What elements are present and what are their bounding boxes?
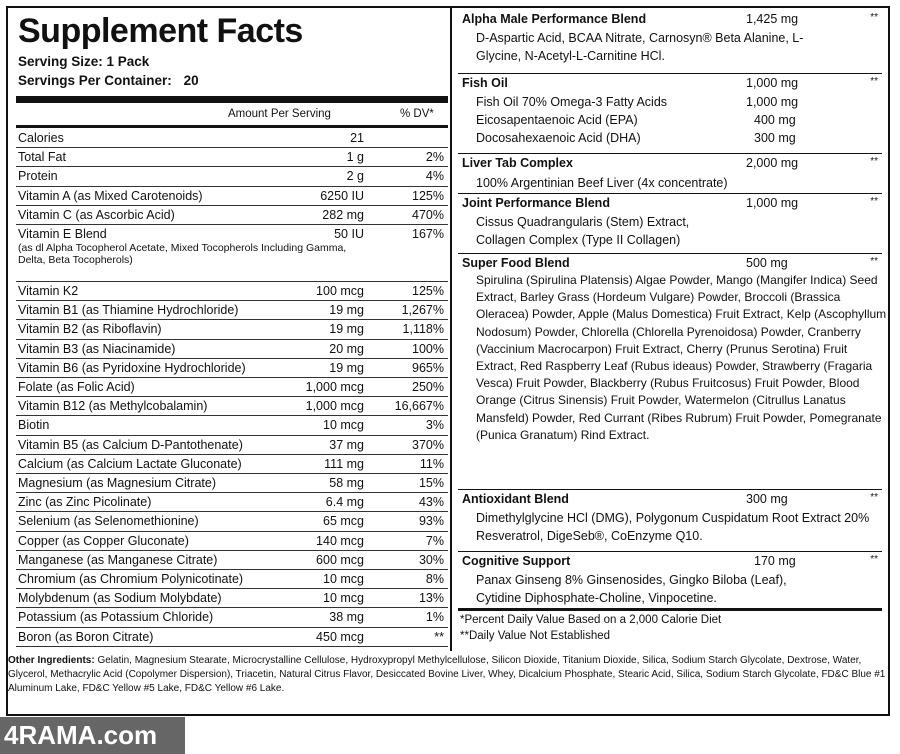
blend-amount: 1,000 mg [746,196,799,210]
nutrient-dv: 43% [418,495,444,510]
nutrient-amount: 19 mg [329,360,364,375]
nutrient-dv: 8% [425,572,444,586]
footnote-no-dv: **Daily Value Not Established [460,630,611,642]
nutrient-amount: 19 mg [329,322,364,337]
blend-antioxidant [458,490,882,552]
nutrient-name: Vitamin A (as Mixed Carotenoids) [18,188,203,203]
blend-name: Liver Tab Complex [462,156,573,170]
blend-liver [458,154,882,194]
nutrient-amount: 58 mg [329,476,364,490]
blend-amount: 2,000 mg [746,156,799,170]
nutrient-dv: 2% [425,150,444,165]
nutrient-dv: 125% [412,188,444,203]
blend-dv: ** [870,156,878,167]
nutrient-dv: 11% [419,456,444,471]
nutrient-amount: 19 mg [329,303,364,318]
fish-item-amount: 1,000 mg [746,95,799,109]
panel-title: Supplement Facts [18,12,303,50]
nutrient-name: Boron (as Boron Citrate) [18,629,154,644]
blend-amount: 500 mg [746,256,788,270]
blend-amount: 170 mg [754,554,796,568]
nutrient-amount: 20 mg [329,341,364,356]
nutrient-row [16,589,448,608]
nutrient-row [16,378,448,397]
nutrient-dv: 4% [425,169,444,184]
fish-item-amount: 300 mg [754,131,796,145]
nutrient-name: Vitamin B3 (as Niacinamide) [18,341,176,356]
nutrient-name: Zinc (as Zinc Picolinate) [18,495,152,510]
nutrient-row [16,628,448,647]
nutrient-name: Magnesium (as Magnesium Citrate) [18,476,216,490]
nutrient-dv: 1,267% [401,303,444,318]
nutrient-dv: 1% [425,610,444,625]
amount-header: Amount Per Serving [228,108,331,120]
nutrient-row [16,532,448,551]
nutrient-row [16,551,448,570]
nutrient-row [16,225,448,282]
blend-name: Antioxidant Blend [462,492,569,506]
nutrient-name: Vitamin B2 (as Riboflavin) [18,322,162,337]
fish-item-amount: 400 mg [754,113,796,127]
left-column [8,8,450,651]
other-ingredients [8,654,888,696]
nutrient-amount: 1,000 mcg [305,380,364,394]
nutrient-amount: 6250 IU [320,188,364,203]
nutrient-name: Vitamin K2 [18,284,79,298]
blend-name: Joint Performance Blend [462,196,610,210]
nutrient-dv: 470% [412,207,444,222]
nutrient-name: Potassium (as Potassium Chloride) [18,610,214,625]
blend-dv: ** [870,12,878,23]
blend-amount: 300 mg [746,492,788,506]
other-ingredients-label: Other Ingredients: [8,655,95,666]
nutrient-name: Protein [18,169,58,184]
nutrient-dv: 1,118% [402,322,444,337]
blend-dv: ** [870,492,878,503]
nutrient-row [16,512,448,531]
nutrient-amount: 21 [350,131,364,145]
nutrient-row [16,301,448,320]
header-divider [16,125,448,128]
nutrient-name: Manganese (as Manganese Citrate) [18,552,218,567]
nutrient-subtext: (as dl Alpha Tocopherol Acetate, Mixed Tocopherols Including Gamma, Delta, Beta Tocopherols) [18,242,347,266]
blend-ingredients: Cissus Quadrangularis (Stem) Extract, Collagen Complex (Type II Collagen) [476,215,690,247]
fish-item-name: Fish Oil 70% Omega-3 Fatty Acids [476,95,668,109]
nutrient-row [16,206,448,225]
blend-ingredients: 100% Argentinian Beef Liver (4x concentrate) [476,176,728,190]
nutrient-dv: 13% [418,591,444,606]
nutrient-row [16,282,448,301]
nutrient-name: Calories [18,131,64,145]
nutrient-name: Biotin [18,418,50,433]
nutrient-row [16,148,448,167]
nutrient-amount: 38 mg [329,610,364,625]
nutrient-amount: 450 mcg [316,629,364,644]
nutrient-row [16,167,448,186]
nutrient-dv: 93% [418,514,444,529]
nutrient-name: Vitamin B5 (as Calcium D-Pantothenate) [18,437,243,452]
blend-ingredients: Panax Ginseng 8% Ginsenosides, Gingko Biloba (Leaf), Cytidine Diphosphate-Choline, Vinpocetine. [476,573,787,605]
nutrient-dv: 100% [412,341,444,356]
nutrient-row [16,397,448,416]
nutrient-name: Vitamin B6 (as Pyridoxine Hydrochloride) [18,360,246,375]
nutrient-row [16,340,448,359]
watermark: 4RAMA.com [0,717,185,754]
nutrient-dv: ** [434,629,444,644]
blend-name: Alpha Male Performance Blend [462,12,647,26]
nutrient-amount: 10 mcg [323,591,364,606]
footnote-dv: *Percent Daily Value Based on a 2,000 Calorie Diet [460,614,722,626]
blend-fish-oil [458,74,882,154]
nutrient-amount: 1,000 mcg [305,399,364,414]
nutrient-amount: 50 IU [334,227,364,241]
nutrient-amount: 37 mg [329,437,364,452]
nutrient-amount: 140 mcg [316,533,364,548]
blend-alpha [458,10,882,74]
nutrient-dv: 125% [412,284,444,298]
other-ingredients-text: Gelatin, Magnesium Stearate, Microcrystalline Cellulose, Hydroxypropyl Methylcellulose, Silicon Dioxide, Titanium Dioxide, Silica, Sodium Starch Glycolate, Dextrose, Water, Glycerol, Methacrylic Acid (Copolymer Dispersion), Triacetin, Natural Citrus Flavor, Desiccated Bovine Liver, Whey, Dicalcium Phosphate, Stearic Acid, Silica, Sodium Starch Glycolate, FD&C Blue #1 Aluminum Lake, FD&C Yellow #5 Lake, FD&C Yellow #6 Lake. [8,655,886,694]
nutrient-dv: 370% [412,437,444,452]
blend-dv: ** [870,554,878,565]
servings-per-container [18,73,199,88]
nutrient-row [16,187,448,206]
dv-header: % DV* [400,108,434,120]
servings-label: Servings Per Container: [18,73,172,88]
nutrient-amount: 282 mg [322,207,364,222]
nutrient-dv: 965% [412,360,444,375]
nutrient-dv: 16,667% [394,399,444,414]
nutrient-name: Folate (as Folic Acid) [18,380,135,394]
serving-size: Serving Size: 1 Pack [18,54,150,69]
nutrient-name: Total Fat [18,150,66,165]
nutrient-name: Copper (as Copper Gluconate) [18,533,189,548]
nutrient-row [16,320,448,339]
nutrient-amount: 10 mcg [323,572,364,586]
nutrient-amount: 65 mcg [323,514,364,529]
blend-cognitive [458,552,882,608]
blend-amount: 1,425 mg [746,12,799,26]
blend-ingredients: Spirulina (Spirulina Platensis) Algae Powder, Mango (Mangifer Indica) Seed Extract, Barley Grass (Hordeum Vulgare) Powder, Broccoli (Brassica Oleracea) Powder, Apple (Malus Domestica) Fruit Extract, Kelp (Ascophyllum Nodosum) Powder, Chlorella (Chlorella Pyrenoidosa) Powder, Cranberry (Vaccinium Macrocarpon) Fruit Extract, Cherry (Prunus Serotina) Fruit Extract, Red Raspberry Leaf (Rubus ideaus) Powder, Strawberry (Fragaria Vesca) Fruit Powder, Blackberry (Rubus Fruitcosus) Fruit Powder, Blood Orange (Citrus Sinensis) Fruit Powder, Watermelon (Citrullus Lanatus Mansfeld) Powder, Red Currant (Ribes Rubrum) Fruit Powder, Pomegranate (Punica Granatum) Rind Extract. [476,273,887,442]
nutrient-amount: 111 mg [324,456,364,471]
nutrient-row [16,416,448,435]
nutrient-name: Vitamin B1 (as Thiamine Hydrochloride) [18,303,239,318]
nutrient-dv: 7% [425,533,444,548]
blend-name: Super Food Blend [462,256,570,270]
thick-divider [16,96,448,103]
nutrient-dv: 30% [418,552,444,567]
nutrient-amount: 10 mcg [323,418,364,433]
nutrient-name: Vitamin B12 (as Methylcobalamin) [18,399,208,414]
nutrient-row [16,570,448,589]
nutrient-amount: 6.4 mg [325,495,364,510]
blend-super-food [458,254,887,490]
right-column [452,8,888,651]
nutrient-name: Calcium (as Calcium Lactate Gluconate) [18,456,242,471]
nutrient-dv: 15% [418,476,444,490]
nutrient-row [16,359,448,378]
nutrient-row [16,608,448,627]
nutrient-dv: 167% [412,227,444,241]
nutrient-dv: 250% [412,380,444,394]
fish-item-name: Eicosapentaenoic Acid (EPA) [476,113,638,127]
blend-dv: ** [870,76,878,87]
nutrient-row [16,493,448,512]
nutrient-name: Molybdenum (as Sodium Molybdate) [18,591,222,606]
blend-amount: 1,000 mg [746,76,799,90]
nutrient-amount: 600 mcg [316,552,364,567]
blend-dv: ** [870,196,878,207]
nutrient-name: Selenium (as Selenomethionine) [18,514,199,529]
nutrient-name: Vitamin E Blend [18,227,107,241]
blend-name: Fish Oil [462,76,508,90]
blend-joint [458,194,882,254]
nutrient-row [16,455,448,474]
fish-item-name: Docosahexaenoic Acid (DHA) [476,131,641,145]
nutrient-row [16,436,448,455]
nutrient-amount: 1 g [346,150,364,165]
blend-name: Cognitive Support [462,554,571,568]
blend-ingredients: Dimethylglycine HCl (DMG), Polygonum Cuspidatum Root Extract 20% Resveratrol, DigeSeb®, CoEnzyme Q10. [476,511,870,543]
nutrient-name: Vitamin C (as Ascorbic Acid) [18,207,175,222]
nutrient-row [16,129,448,148]
nutrient-dv: 3% [425,418,444,433]
footnote-divider [458,608,882,611]
servings-value: 20 [183,73,199,88]
blend-ingredients: D-Aspartic Acid, BCAA Nitrate, Carnosyn® Beta Alanine, L-Glycine, N-Acetyl-L-Carnitine HCl. [476,31,804,63]
nutrient-amount: 2 g [346,169,364,184]
nutrient-row [16,474,448,493]
nutrient-name: Chromium (as Chromium Polynicotinate) [18,572,244,586]
blend-dv: ** [870,256,878,267]
nutrient-amount: 100 mcg [316,284,364,298]
